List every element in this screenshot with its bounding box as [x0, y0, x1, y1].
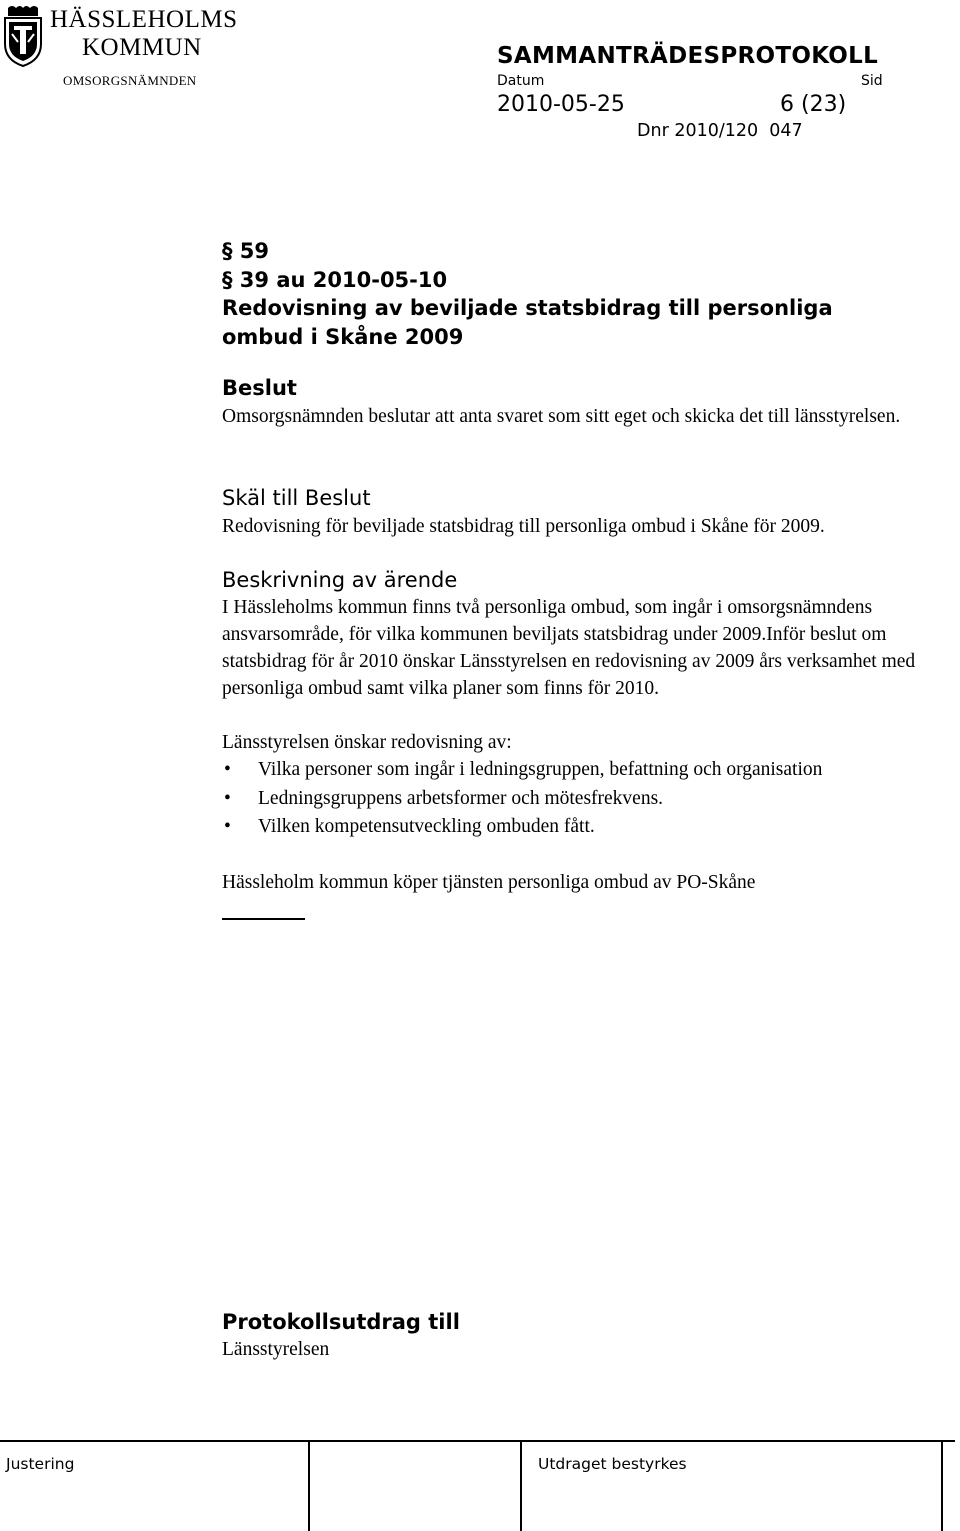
decision-heading: Beslut [222, 376, 297, 400]
coat-of-arms-icon [2, 4, 44, 68]
footer-divider [0, 1440, 955, 1442]
org-name-line1: HÄSSLEHOLMS [50, 6, 238, 33]
meeting-date: 2010-05-25 [497, 92, 625, 117]
extract-recipient: Länsstyrelsen [222, 1339, 330, 1360]
list-item: • Vilken kompetensutveckling ombuden fått. [222, 813, 822, 842]
extract-heading: Protokollsutdrag till [222, 1310, 460, 1334]
reference-paragraph: § 39 au 2010-05-10 [222, 268, 448, 292]
item-title-line1: Redovisning av beviljade statsbidrag till personliga [222, 296, 833, 320]
org-name-line2: KOMMUN [82, 34, 202, 61]
page-number: 6 (23) [780, 92, 847, 117]
paragraph-number: § 59 [222, 239, 270, 263]
reasons-text: Redovisning för beviljade statsbidrag till personliga ombud i Skåne för 2009. [222, 516, 825, 537]
request-list [222, 756, 822, 842]
description-text: I Hässleholms kommun finns två personliga ombud, som ingår i omsorgsnämndens ansvarsområde, för vilka kommunen beviljats statsbidrag under 2009.Inför beslut om statsbidrag för år 2010 önskar Länsstyrelsen en redovisning av 2009 års verksamhet med personliga ombud samt vilka planer som finns för 2010. [222, 597, 916, 699]
footer-column-divider [520, 1440, 522, 1531]
bullet-icon: • [224, 816, 231, 837]
page-label: Sid [861, 73, 883, 89]
reasons-heading: Skäl till Beslut [222, 486, 371, 510]
bullet-icon: • [224, 759, 231, 780]
board-name: OMSORGSNÄMNDEN [63, 73, 197, 88]
adjustment-label: Justering [6, 1455, 75, 1473]
date-label: Datum [497, 73, 545, 89]
bullet-icon: • [224, 787, 231, 809]
section-divider [222, 918, 305, 920]
footer-column-divider [941, 1440, 943, 1531]
footer-column-divider [308, 1440, 310, 1531]
registration-number: Dnr 2010/120 047 [637, 121, 803, 141]
decision-text: Omsorgsnämnden beslutar att anta svaret som sitt eget och skicka det till länsstyrelsen. [222, 406, 901, 427]
document-title: SAMMANTRÄDESPROTOKOLL [497, 43, 879, 69]
list-item: • Ledningsgruppens arbetsformer och mötesfrekvens. [222, 785, 822, 814]
description-heading: Beskrivning av ärende [222, 568, 458, 592]
certified-label: Utdraget bestyrkes [538, 1455, 687, 1473]
item-title-line2: ombud i Skåne 2009 [222, 325, 464, 349]
closing-text: Hässleholm kommun köper tjänsten personliga ombud av PO-Skåne [222, 872, 756, 893]
list-item: • Vilka personer som ingår i ledningsgruppen, befattning och organisation [222, 756, 822, 785]
request-intro: Länsstyrelsen önskar redovisning av: [222, 732, 512, 753]
